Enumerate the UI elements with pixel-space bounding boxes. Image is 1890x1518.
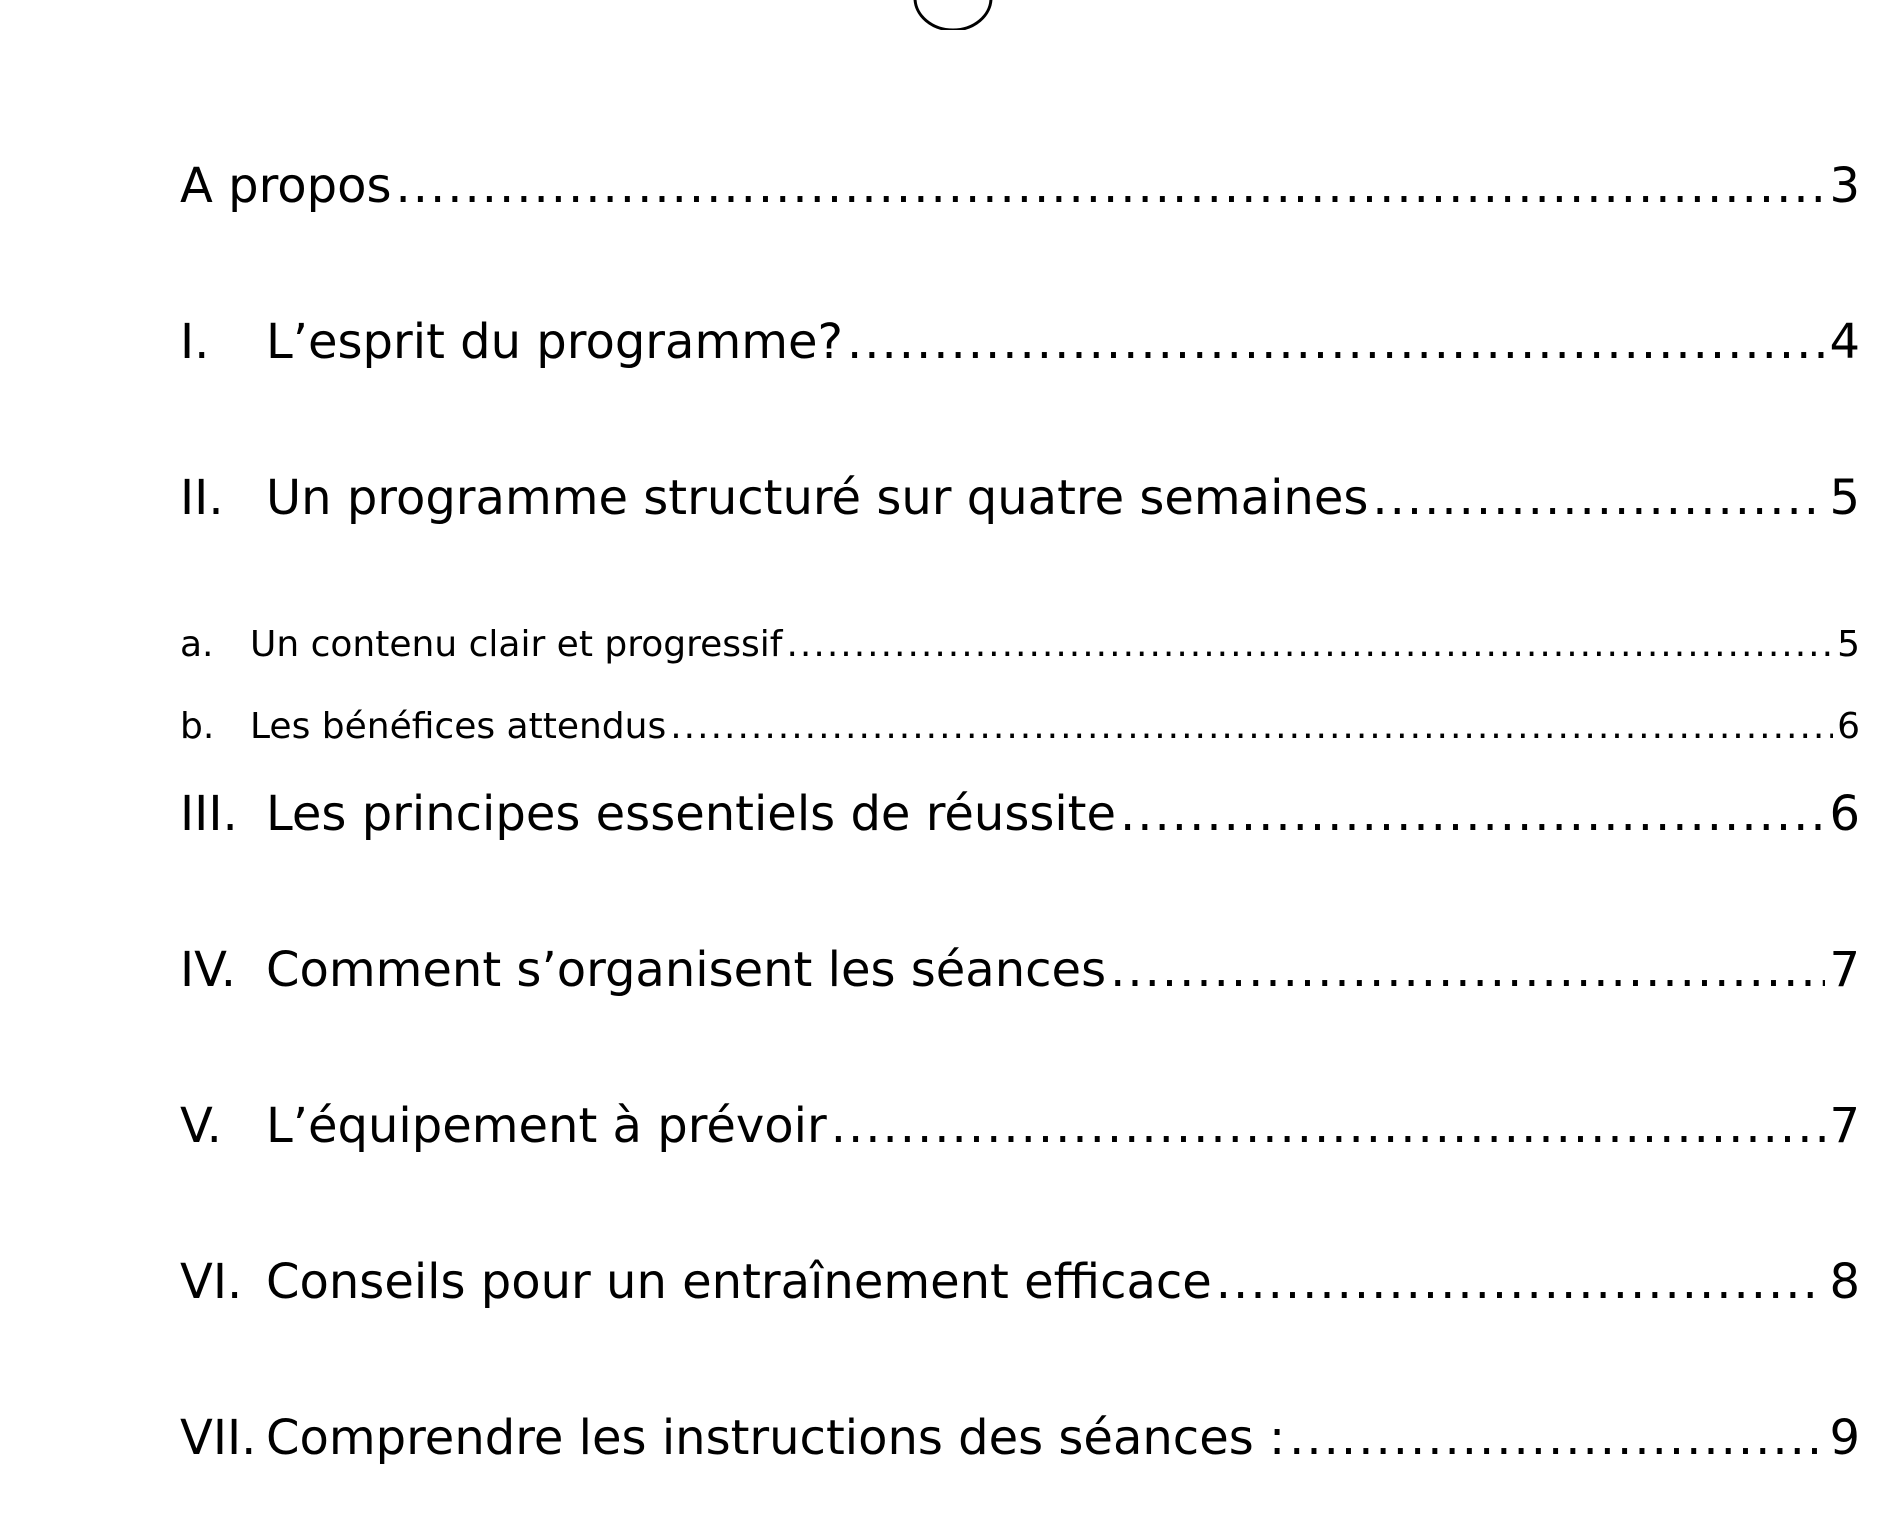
toc-dot-leader — [847, 314, 1825, 370]
toc-entry-title: L’équipement à prévoir — [266, 1098, 827, 1154]
toc-entry-number: b. — [180, 706, 215, 747]
toc-entry-title: Comment s’organisent les séances — [266, 942, 1107, 998]
toc-entry-number: a. — [180, 624, 214, 665]
toc-entry-6[interactable] — [180, 1254, 1860, 1324]
toc-page-number: 5 — [1829, 470, 1860, 526]
toc-page-number: 7 — [1829, 1098, 1860, 1154]
toc-entry-number: I. — [180, 314, 210, 370]
toc-entry-a-propos[interactable] — [180, 158, 1860, 228]
toc-page-number: 9 — [1829, 1410, 1860, 1466]
toc-page-number: 8 — [1829, 1254, 1860, 1310]
toc-entry-title: L’esprit du programme? — [266, 314, 843, 370]
toc-entry-number: III. — [180, 786, 238, 842]
toc-entry-3[interactable] — [180, 786, 1860, 856]
toc-page-number: 5 — [1837, 624, 1860, 665]
toc-entry-title: Les bénéfices attendus — [250, 706, 667, 747]
toc-entry-number: II. — [180, 470, 224, 526]
toc-entry-title: Un contenu clair et progressif — [250, 624, 783, 665]
toc-entry-number: VII. — [180, 1410, 257, 1466]
toc-page-number: 3 — [1829, 158, 1860, 214]
toc-entry-number: V. — [180, 1098, 222, 1154]
toc-entry-title: A propos — [180, 158, 392, 214]
toc-dot-leader — [670, 706, 1833, 747]
toc-entry-title: Conseils pour un entraînement efficace — [266, 1254, 1212, 1310]
toc-page-number: 7 — [1829, 942, 1860, 998]
toc-entry-title: Les principes essentiels de réussite — [266, 786, 1117, 842]
toc-dot-leader — [395, 158, 1825, 214]
page-ornament-icon — [913, 0, 993, 30]
toc-entry-7[interactable] — [180, 1410, 1860, 1480]
toc-page-number: 6 — [1837, 706, 1860, 747]
toc-page-number: 4 — [1829, 314, 1860, 370]
toc-entry-title: Comprendre les instructions des séances : — [266, 1410, 1286, 1466]
toc-entry-number: IV. — [180, 942, 237, 998]
toc-entry-title: Un programme structuré sur quatre semaines — [266, 470, 1369, 526]
toc-dot-leader — [1216, 1254, 1826, 1310]
toc-entry-2[interactable] — [180, 470, 1860, 540]
toc-dot-leader — [831, 1098, 1826, 1154]
toc-dot-leader — [1289, 1410, 1825, 1466]
toc-entry-2a[interactable] — [180, 624, 1860, 676]
toc-dot-leader — [1110, 942, 1825, 998]
toc-entry-5[interactable] — [180, 1098, 1860, 1168]
toc-entry-2b[interactable] — [180, 706, 1860, 758]
toc-entry-1[interactable] — [180, 314, 1860, 384]
toc-entry-number: VI. — [180, 1254, 243, 1310]
toc-page-number: 6 — [1829, 786, 1860, 842]
toc-dot-leader — [786, 624, 1833, 665]
toc-dot-leader — [1120, 786, 1825, 842]
toc-entry-4[interactable] — [180, 942, 1860, 1012]
toc-dot-leader — [1372, 470, 1825, 526]
